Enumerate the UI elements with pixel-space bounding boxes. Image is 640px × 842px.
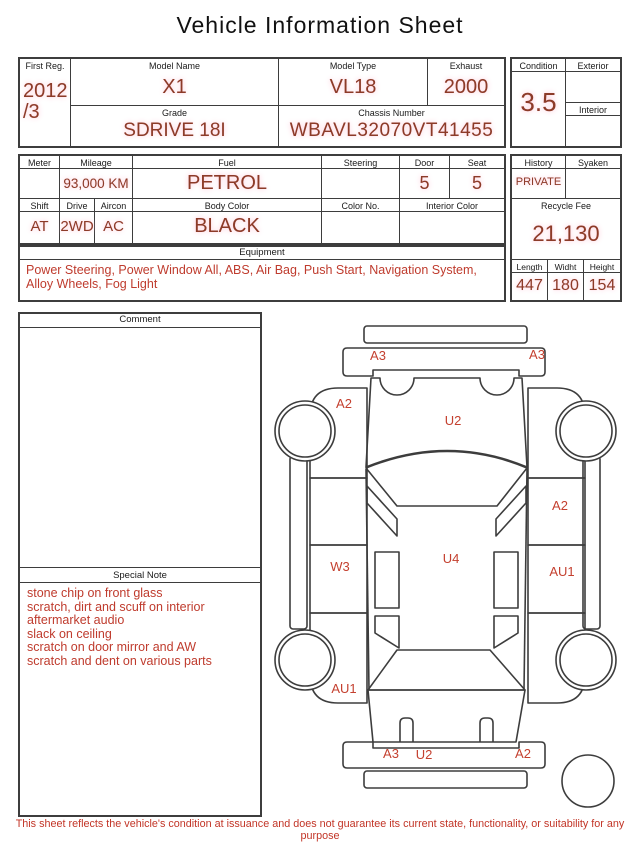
mileage-value: 93,000 KM xyxy=(63,176,129,191)
interior-cell xyxy=(566,103,620,146)
c-pillar-left xyxy=(375,616,399,648)
recycle-fee-cell xyxy=(512,199,620,260)
rear-right-door xyxy=(528,545,585,613)
length-cell xyxy=(512,260,548,300)
rear-left-wheel xyxy=(275,630,335,690)
color-no-label: Color No. xyxy=(322,199,399,212)
width-value: 180 xyxy=(552,277,579,294)
model-name-value: X1 xyxy=(162,76,187,98)
damage-mark-u4-roof: U4 xyxy=(442,551,460,566)
mileage-label: Mileage xyxy=(60,156,132,169)
exhaust-cell xyxy=(428,59,504,106)
comment-body xyxy=(20,328,260,567)
model-type-cell xyxy=(279,59,428,106)
comment-label: Comment xyxy=(20,314,260,328)
width-label: Widht xyxy=(548,260,583,273)
front-left-door xyxy=(310,478,367,545)
body-color-label: Body Color xyxy=(133,199,321,212)
special-note-line: scratch and dent on various parts xyxy=(27,653,212,668)
first-reg-value-year: 2012 xyxy=(23,80,68,102)
model-type-value: VL18 xyxy=(329,76,377,98)
history-cell xyxy=(512,156,566,199)
syaken-cell xyxy=(566,156,620,199)
recycle-fee-value: 21,130 xyxy=(532,221,600,246)
damage-mark-a2-rear: A2 xyxy=(515,746,531,761)
damage-mark-w3-left-door: W3 xyxy=(330,559,350,574)
disclaimer-text: This sheet reflects the vehicle's condition at issuance and does not guarantee its current state, functionality, or suitability for any purpose xyxy=(15,818,625,842)
interior-color-cell xyxy=(400,199,504,243)
chassis-label: Chassis Number xyxy=(358,108,425,118)
rear-left-door xyxy=(310,545,367,613)
tailgate xyxy=(368,690,525,742)
recycle-fee-label: Recycle Fee xyxy=(540,201,592,211)
chassis-cell xyxy=(279,106,504,146)
special-note-line: scratch on door mirror and AW xyxy=(27,640,197,655)
comment-box xyxy=(18,312,262,817)
damage-mark-a3-front-right: A3 xyxy=(529,347,545,362)
condition-value: 3.5 xyxy=(520,87,557,117)
first-reg-value-month: /3 xyxy=(23,101,40,123)
history-label: History xyxy=(512,156,565,169)
exterior-label: Exterior xyxy=(566,59,620,72)
body-color-cell xyxy=(133,199,322,243)
special-note-label: Special Note xyxy=(20,567,260,583)
model-name-cell xyxy=(71,59,279,106)
damage-mark-au1-left-fender: AU1 xyxy=(331,681,357,696)
spec-table xyxy=(18,154,506,245)
equipment-table xyxy=(18,245,506,302)
fuel-value: PETROL xyxy=(186,172,268,194)
special-note-line: scratch, dirt and scuff on interior xyxy=(27,599,205,614)
steering-cell xyxy=(322,156,400,199)
c-pillar-right xyxy=(494,616,518,648)
front-left-wheel xyxy=(275,401,335,461)
length-label: Length xyxy=(512,260,547,273)
b-pillar-left xyxy=(375,552,399,608)
interior-label: Interior xyxy=(566,103,620,116)
drive-value: 2WD xyxy=(60,218,94,235)
height-label: Height xyxy=(584,260,620,273)
chassis-value: WBAVL32070VT41455 xyxy=(289,120,494,141)
b-pillar-right xyxy=(494,552,518,608)
meter-label: Meter xyxy=(20,156,59,169)
mileage-cell xyxy=(60,156,133,199)
exhaust-value: 2000 xyxy=(443,76,489,98)
condition-table xyxy=(510,57,622,148)
shift-label: Shift xyxy=(20,199,59,212)
color-no-cell xyxy=(322,199,400,243)
shift-cell xyxy=(20,199,60,243)
vehicle-id-table xyxy=(18,57,506,148)
rear-right-wheel xyxy=(556,630,616,690)
exterior-cell xyxy=(566,59,620,103)
front-edge-strip xyxy=(364,326,527,343)
car-damage-diagram xyxy=(268,315,638,815)
seat-cell xyxy=(450,156,504,199)
grade-cell xyxy=(71,106,279,146)
drive-cell xyxy=(60,199,95,243)
grade-label: Grade xyxy=(161,108,187,118)
steering-label: Steering xyxy=(322,156,399,169)
condition-cell xyxy=(512,59,566,146)
height-cell xyxy=(584,260,620,300)
aircon-label: Aircon xyxy=(95,199,132,212)
fuel-label: Fuel xyxy=(133,156,321,169)
model-type-label: Model Type xyxy=(329,61,377,71)
rear-window xyxy=(368,650,525,690)
spare-wheel xyxy=(562,755,614,807)
grade-value: SDRIVE 18I xyxy=(123,120,226,141)
model-name-label: Model Name xyxy=(148,61,201,71)
damage-mark-a2-right-door: A2 xyxy=(552,498,568,513)
aircon-value: AC xyxy=(103,218,124,235)
page-title: Vehicle Information Sheet xyxy=(176,12,464,38)
equipment-label: Equipment xyxy=(20,247,504,260)
special-note-line: aftermarket audio xyxy=(27,613,125,628)
damage-mark-a2-left-fender: A2 xyxy=(336,396,352,411)
condition-label: Condition xyxy=(512,59,565,72)
a-pillar-right xyxy=(496,486,526,536)
seat-value: 5 xyxy=(471,173,482,193)
rear-edge-strip xyxy=(364,771,527,788)
door-cell xyxy=(400,156,450,199)
damage-mark-u2-rear: U2 xyxy=(415,747,433,762)
first-reg-cell xyxy=(20,59,71,146)
drive-label: Drive xyxy=(60,199,94,212)
height-value: 154 xyxy=(588,277,616,294)
damage-mark-u2-hood: U2 xyxy=(444,413,462,428)
equipment-value: Power Steering, Power Window All, ABS, Air Bag, Push Start, Navigation System, Alloy Wheels, Fog Light xyxy=(26,263,477,291)
exhaust-label: Exhaust xyxy=(449,61,483,71)
history-value: PRIVATE xyxy=(515,176,562,188)
special-note-line: stone chip on front glass xyxy=(27,586,163,600)
shift-value: AT xyxy=(30,218,49,235)
syaken-label: Syaken xyxy=(566,156,620,169)
meter-cell xyxy=(20,156,60,199)
damage-mark-a3-front-left: A3 xyxy=(370,348,386,363)
tail-light-right xyxy=(480,718,493,742)
fuel-cell xyxy=(133,156,322,199)
body-color-value: BLACK xyxy=(194,215,260,237)
front-right-wheel xyxy=(556,401,616,461)
length-value: 447 xyxy=(516,277,543,294)
history-table xyxy=(510,154,622,302)
special-note-body xyxy=(20,583,260,815)
interior-color-label: Interior Color xyxy=(400,199,504,212)
damage-mark-a3-rear: A3 xyxy=(383,746,399,761)
sill-left xyxy=(290,456,307,629)
damage-mark-au1-right-door: AU1 xyxy=(549,564,575,579)
special-note-line: slack on ceiling xyxy=(27,626,112,641)
a-pillar-left xyxy=(367,486,397,536)
door-label: Door xyxy=(400,156,449,169)
width-cell xyxy=(548,260,584,300)
tail-light-left xyxy=(400,718,413,742)
aircon-cell xyxy=(95,199,133,243)
seat-label: Seat xyxy=(450,156,504,169)
door-value: 5 xyxy=(419,173,430,193)
windshield xyxy=(366,452,527,507)
first-reg-label: First Reg. xyxy=(25,61,65,71)
